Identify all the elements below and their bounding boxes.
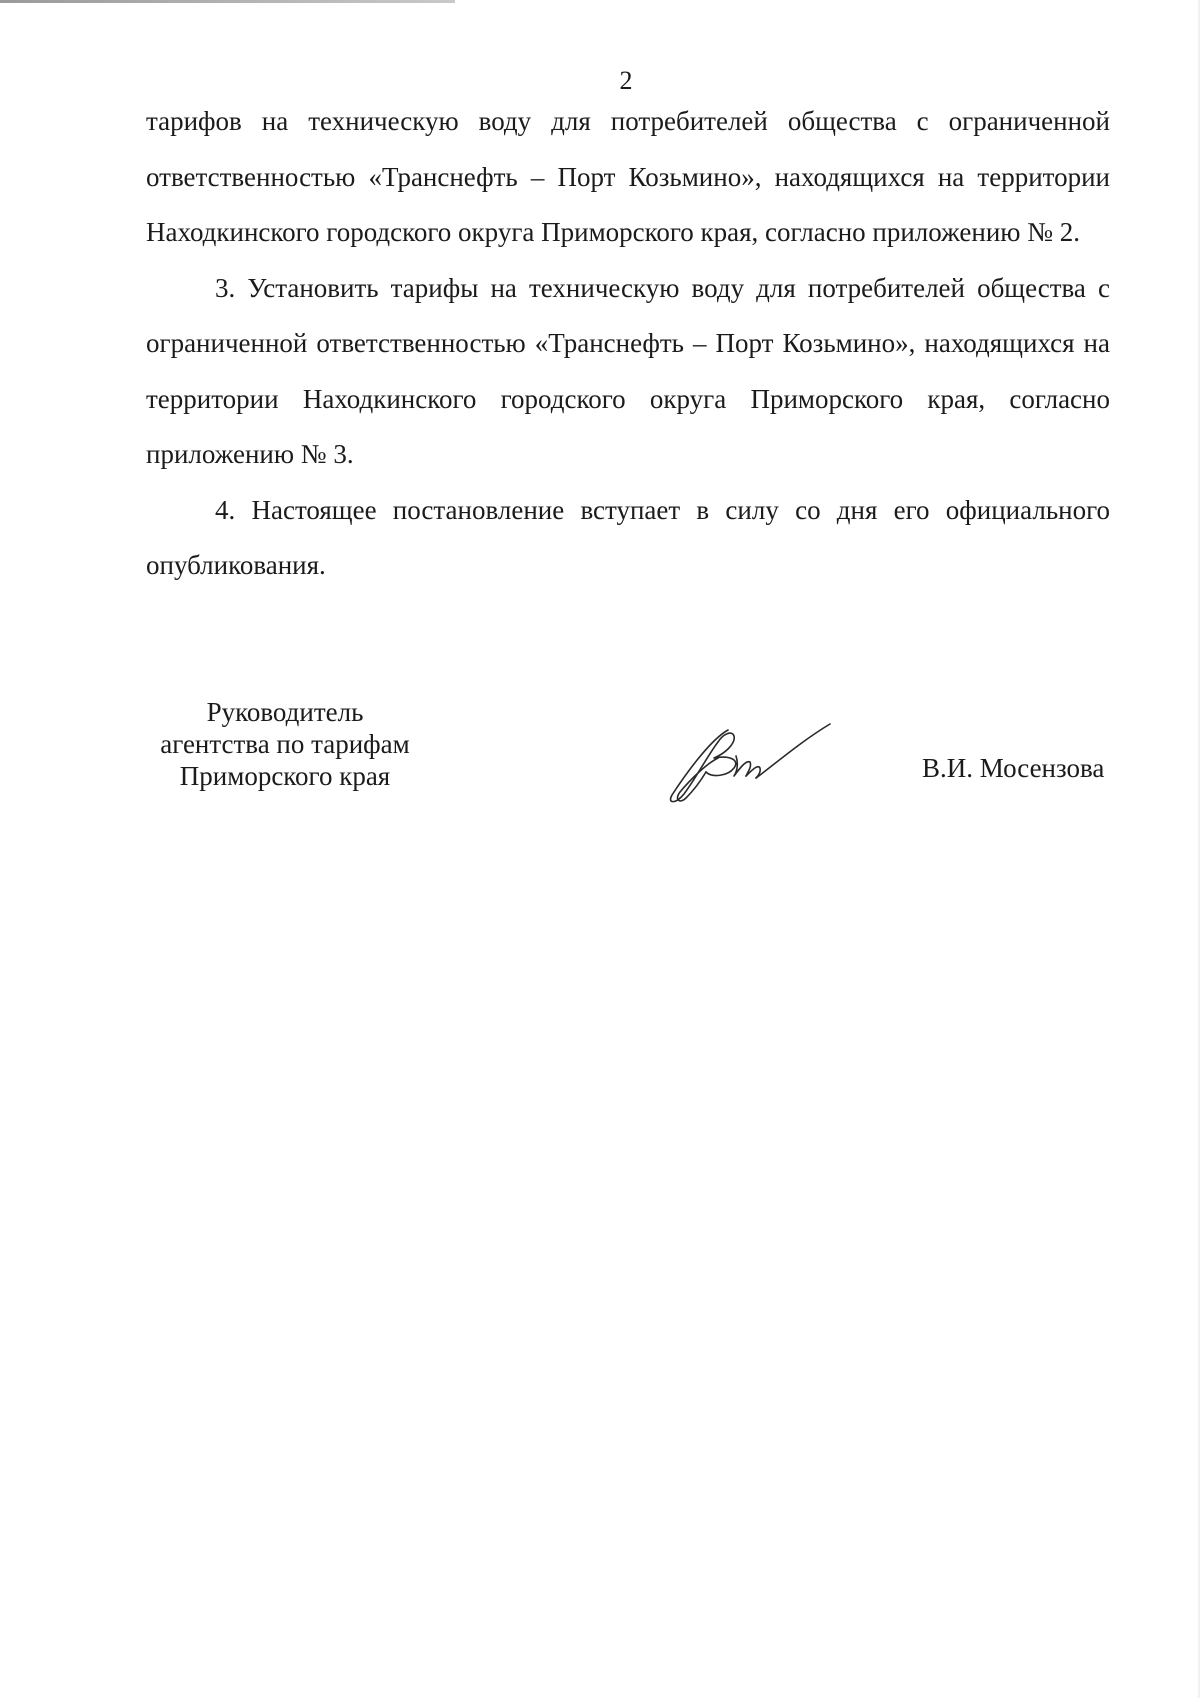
signatory-title-line-2: агентства по тарифам xyxy=(160,729,410,759)
page-number: 2 xyxy=(619,66,633,95)
signatory-name: В.И. Мосензова xyxy=(922,753,1105,783)
signatory-title-line-3: Приморского края xyxy=(179,761,391,791)
document-body xyxy=(146,94,1110,594)
signatory-title-line-1: Руководитель xyxy=(206,697,364,727)
scan-edge-top xyxy=(0,0,455,3)
paragraph-continuation: тарифов на техническую воду для потребителей общества с ограниченной ответственностью «Транснефть – Порт Козьмино», находящихся на территории Находкинского городского округа Приморского края, согласно приложению № 2. xyxy=(146,106,1110,247)
paragraph-item-3: 3. Установить тарифы на техническую воду для потребителей общества с ограниченной ответственностью «Транснефть – Порт Козьмино», находящихся на территории Находкинского городского округа Приморского края, согласно приложению № 3. xyxy=(146,272,1110,469)
paragraph-item-4: 4. Настоящее постановление вступает в силу со дня его официального опубликования. xyxy=(146,494,1110,580)
handwritten-signature-icon xyxy=(640,700,840,810)
signatory-title xyxy=(120,696,450,792)
